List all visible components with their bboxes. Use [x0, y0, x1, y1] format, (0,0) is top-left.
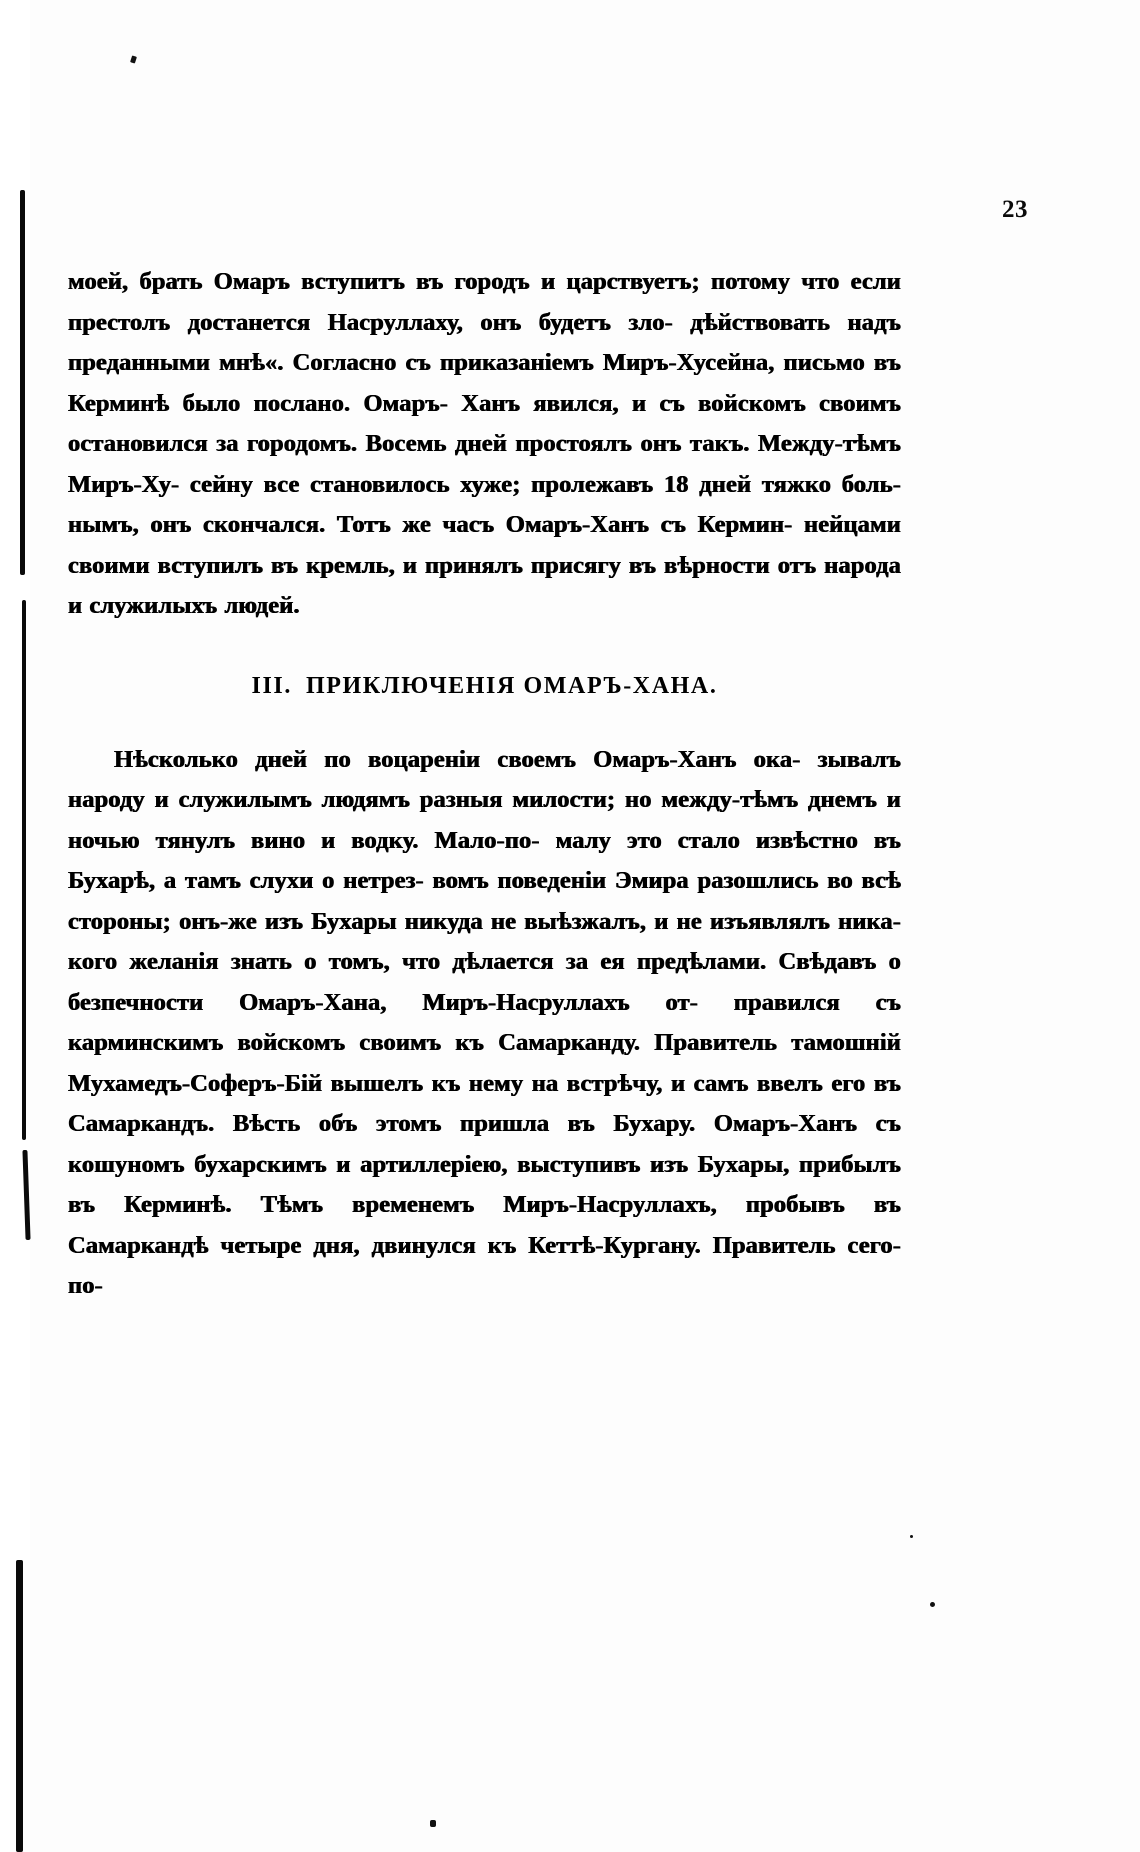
body-text-block [68, 262, 901, 1307]
gutter-mark [20, 190, 25, 575]
scan-speck [430, 1820, 436, 1827]
gutter-mark [22, 600, 26, 1140]
page-number: 23 [1002, 196, 1028, 223]
gutter-mark [22, 1150, 30, 1240]
scan-speck [930, 1602, 935, 1607]
chapter-numeral: III. [251, 672, 292, 699]
paragraph-continuation: моей, брать Омаръ вступитъ въ городъ и царствуетъ; потому что если престолъ достанется Насруллаху, онъ будетъ зло- дѣйствовать надъ преданными мнѣ«. Согласно съ приказаніемъ Миръ-Хусейна, письмо въ Керминѣ было послано. Омаръ- Ханъ явился, и съ войскомъ своимъ остановился за городомъ. Восемь дней простоялъ онъ такъ. Между-тѣмъ Миръ-Ху- сейну все становилось хуже; пролежавъ 18 дней тяжко боль- нымъ, онъ скончался. Тотъ же часъ Омаръ-Ханъ съ Кермин- нейцами своими вступилъ въ кремль, и принялъ присягу въ вѣрности отъ народа и служилыхъ людей. [68, 268, 901, 619]
gutter-mark [16, 1560, 23, 1852]
scan-speck [130, 55, 137, 63]
chapter-title: ПРИКЛЮЧЕНІЯ ОМАРЪ-ХАНА. [305, 672, 718, 699]
paragraph-body: Нѣсколько дней по воцареніи своемъ Омаръ-Ханъ ока- зывалъ народу и служилымъ людямъ разныя милости; но между-тѣмъ днемъ и ночью тянулъ вино и водку. Мало-по- малу это стало извѣстно въ Бухарѣ, а тамъ слухи о нетрез- вомъ поведеніи Эмира разошлись во всѣ стороны; онъ-же изъ Бухары никуда не выѣзжалъ, и не изъявлялъ ника- кого желанія знать о томъ, что дѣлается за ея предѣлами. Свѣдавъ о безпечности Омаръ-Хана, Миръ-Насруллахъ от- правился съ карминскимъ войскомъ своимъ къ Самарканду. Правитель тамошній Мухамедъ-Соферъ-Бій вышелъ къ нему на встрѣчу, и самъ ввелъ его въ Самаркандъ. Вѣсть объ этомъ пришла въ Бухару. Омаръ-Ханъ съ кошуномъ бухарскимъ и артиллеріею, выступивъ изъ Бухары, прибылъ въ Керминѣ. Тѣмъ временемъ Миръ-Насруллахъ, пробывъ въ Самаркандѣ четыре дня, двинулся къ Кеттѣ-Кургану. Правитель сего-по- [68, 745, 901, 1299]
chapter-heading [68, 673, 901, 700]
scan-speck [910, 1535, 913, 1538]
book-gutter [0, 0, 30, 1852]
